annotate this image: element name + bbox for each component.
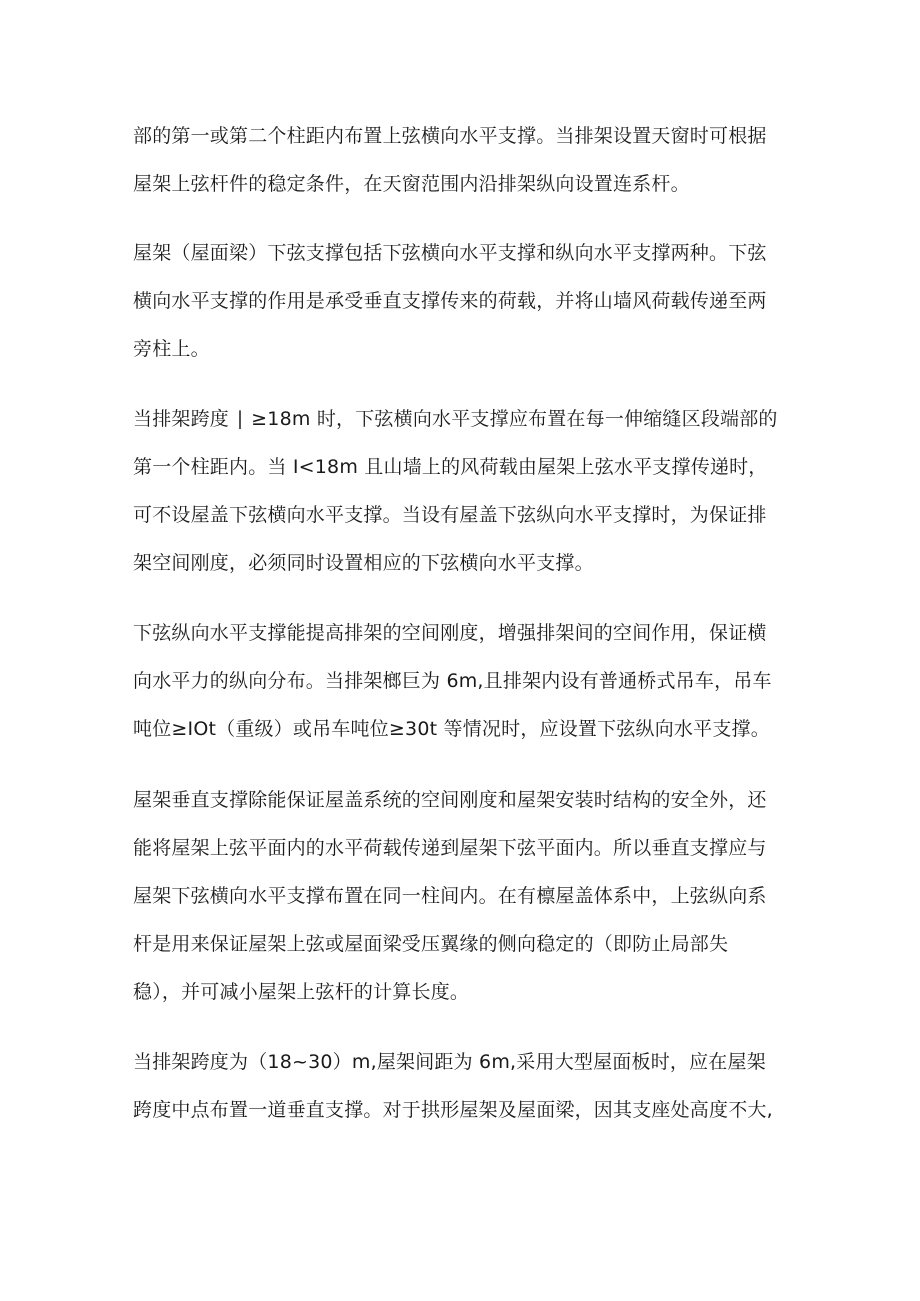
text-line: 向水平力的纵向分布。当排架榔巨为 6m,且排架内设有普通桥式吊车，吊车 [133,670,772,692]
text-line: 下弦纵向水平支撑能提高排架的空间刚度，增强排架间的空间作用，保证横 [133,622,767,644]
text-line: 可不设屋盖下弦横向水平支撑。当设有屋盖下弦纵向水平支撑时，为保证排 [133,504,767,526]
text-line: 当排架跨度为（18~30）m,屋架间距为 6m,采用大型屋面板时，应在屋架 [133,1051,766,1073]
paragraph-vertical-bracing [133,776,813,1016]
paragraph-span-over-18m [133,395,813,587]
text-line: 部的第一或第二个柱距内布置上弦横向水平支撑。当排架设置天窗时可根据 [133,125,767,147]
paragraph-lower-chord-bracing [133,229,813,373]
text-line: 屋架上弦杆件的稳定条件，在天窗范围内沿排架纵向设置连系杆。 [133,173,690,195]
text-line: 能将屋架上弦平面内的水平荷载传递到屋架下弦平面内。所以垂直支撑应与 [133,837,767,859]
paragraph-longitudinal-bracing [133,609,813,753]
paragraph-span-18-30m [133,1038,813,1134]
text-line: 屋架（屋面梁）下弦支撑包括下弦横向水平支撑和纵向水平支撑两种。下弦 [133,242,767,264]
text-line: 屋架垂直支撑除能保证屋盖系统的空间刚度和屋架安装时结构的安全外，还 [133,789,767,811]
text-line: 第一个柱距内。当 I<18m 且山墙上的风荷载由屋架上弦水平支撑传递时， [133,456,768,478]
text-line: 杆是用来保证屋架上弦或屋面梁受压翼缘的侧向稳定的（即防止局部失 [133,933,729,955]
text-line: 屋架下弦横向水平支撑布置在同一柱间内。在有檩屋盖体系中，上弦纵向系 [133,885,767,907]
text-line: 架空间刚度，必须同时设置相应的下弦横向水平支撑。 [133,552,594,574]
text-line: 当排架跨度 ∣ ≥18m 时，下弦横向水平支撑应布置在每一伸缩缝区段端部的 [133,408,778,430]
text-line: 横向水平支撑的作用是承受垂直支撑传来的荷载，并将山墙风荷载传递至两 [133,290,767,312]
text-line: 吨位≥IOt（重级）或吊车吨位≥30t 等情况时，应设置下弦纵向水平支撑。 [133,718,770,740]
text-line: 旁柱上。 [133,338,210,360]
text-line: 跨度中点布置一道垂直支撑。对于拱形屋架及屋面梁，因其支座处高度不大, [133,1099,773,1121]
text-line: 稳），并可减小屋架上弦杆的计算长度。 [133,981,470,1003]
paragraph-upper-chord-bracing [133,112,813,208]
